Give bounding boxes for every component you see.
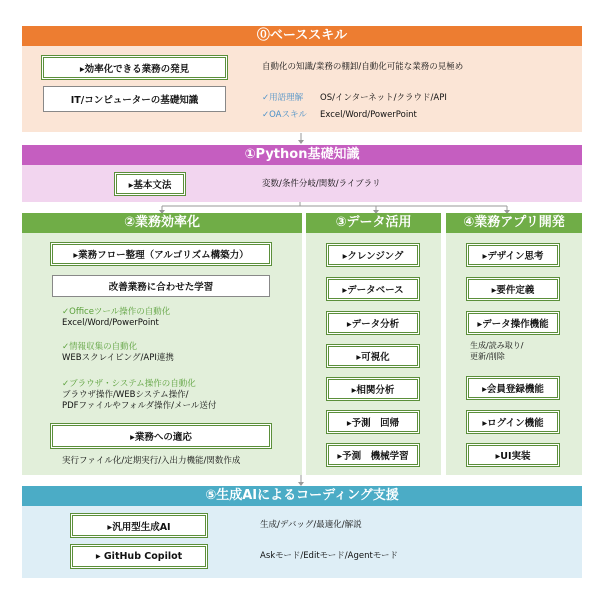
cleansing-button[interactable]: ▸クレンジング (328, 245, 418, 265)
it-basics-box: IT/コンピューターの基礎知識 (43, 86, 226, 112)
arrow-down-icon (296, 133, 306, 145)
learning-box: 改善業務に合わせた学習 (52, 275, 270, 297)
efficiency-discovery-desc: 自動化の知識/業務の棚卸/自動化可能な業務の見極め (262, 62, 464, 72)
section1-header: ①Python基礎知識 (22, 145, 582, 165)
apply-button[interactable]: ▸業務への適応 (52, 425, 270, 447)
section4-header: ④業務アプリ開発 (446, 213, 582, 233)
basic-syntax-button[interactable]: ▸基本文法 (116, 174, 184, 194)
ml-button[interactable]: ▸予測 機械学習 (328, 445, 418, 465)
registration-button[interactable]: ▸会員登録機能 (468, 378, 558, 398)
requirements-button[interactable]: ▸要件定義 (468, 279, 558, 299)
browser-hint: ✓ブラウザ・システム操作の自動化 (62, 379, 196, 389)
browser-desc-2: PDFファイルやフォルダ操作/メール送付 (62, 401, 217, 411)
regression-button[interactable]: ▸予測 回帰 (328, 412, 418, 432)
browser-desc-1: ブラウザ操作/WEBシステム操作/ (62, 390, 189, 400)
database-button[interactable]: ▸データベース (328, 279, 418, 299)
data-ops-desc-2: 更新/削除 (470, 352, 505, 361)
oa-skill-desc: Excel/Word/PowerPoint (320, 110, 417, 120)
correlation-button[interactable]: ▸相関分析 (328, 379, 418, 399)
design-thinking-button[interactable]: ▸デザイン思考 (468, 245, 558, 265)
office-desc: Excel/Word/PowerPoint (62, 318, 159, 328)
data-ops-desc-1: 生成/読み取り/ (470, 341, 524, 350)
general-ai-desc: 生成/デバッグ/最適化/解説 (260, 520, 362, 530)
data-analysis-button[interactable]: ▸データ分析 (328, 313, 418, 333)
office-hint: ✓Officeツール操作の自動化 (62, 307, 171, 317)
ui-button[interactable]: ▸UI実装 (468, 445, 558, 465)
visualization-button[interactable]: ▸可視化 (328, 346, 418, 366)
section3-header: ③データ活用 (306, 213, 441, 233)
info-hint: ✓情報収集の自動化 (62, 342, 138, 352)
data-ops-button[interactable]: ▸データ操作機能 (468, 313, 558, 333)
workflow-button[interactable]: ▸業務フロー整理（アルゴリズム構築力） (52, 244, 270, 264)
section0-header: ⓪ベーススキル (22, 26, 582, 46)
info-desc: WEBスクレイピング/API連携 (62, 353, 174, 363)
oa-skill-hint: ✓OAスキル (262, 110, 307, 120)
efficiency-discovery-button[interactable]: ▸効率化できる業務の発見 (43, 57, 226, 78)
general-ai-button[interactable]: ▸汎用型生成AI (72, 515, 206, 536)
basic-syntax-desc: 変数/条件分岐/関数/ライブラリ (262, 179, 381, 189)
copilot-button[interactable]: ▸ GitHub Copilot (72, 546, 206, 567)
apply-desc: 実行ファイル化/定期実行/入出力機能/関数作成 (62, 456, 241, 466)
terminology-desc: OS/インターネット/クラウド/API (320, 93, 447, 103)
terminology-hint: ✓用語理解 (262, 93, 304, 103)
login-button[interactable]: ▸ログイン機能 (468, 412, 558, 432)
section5-header: ⑤生成AIによるコーディング支援 (22, 486, 582, 506)
section2-header: ②業務効率化 (22, 213, 302, 233)
copilot-desc: Askモード/Editモード/Agentモード (260, 551, 398, 561)
